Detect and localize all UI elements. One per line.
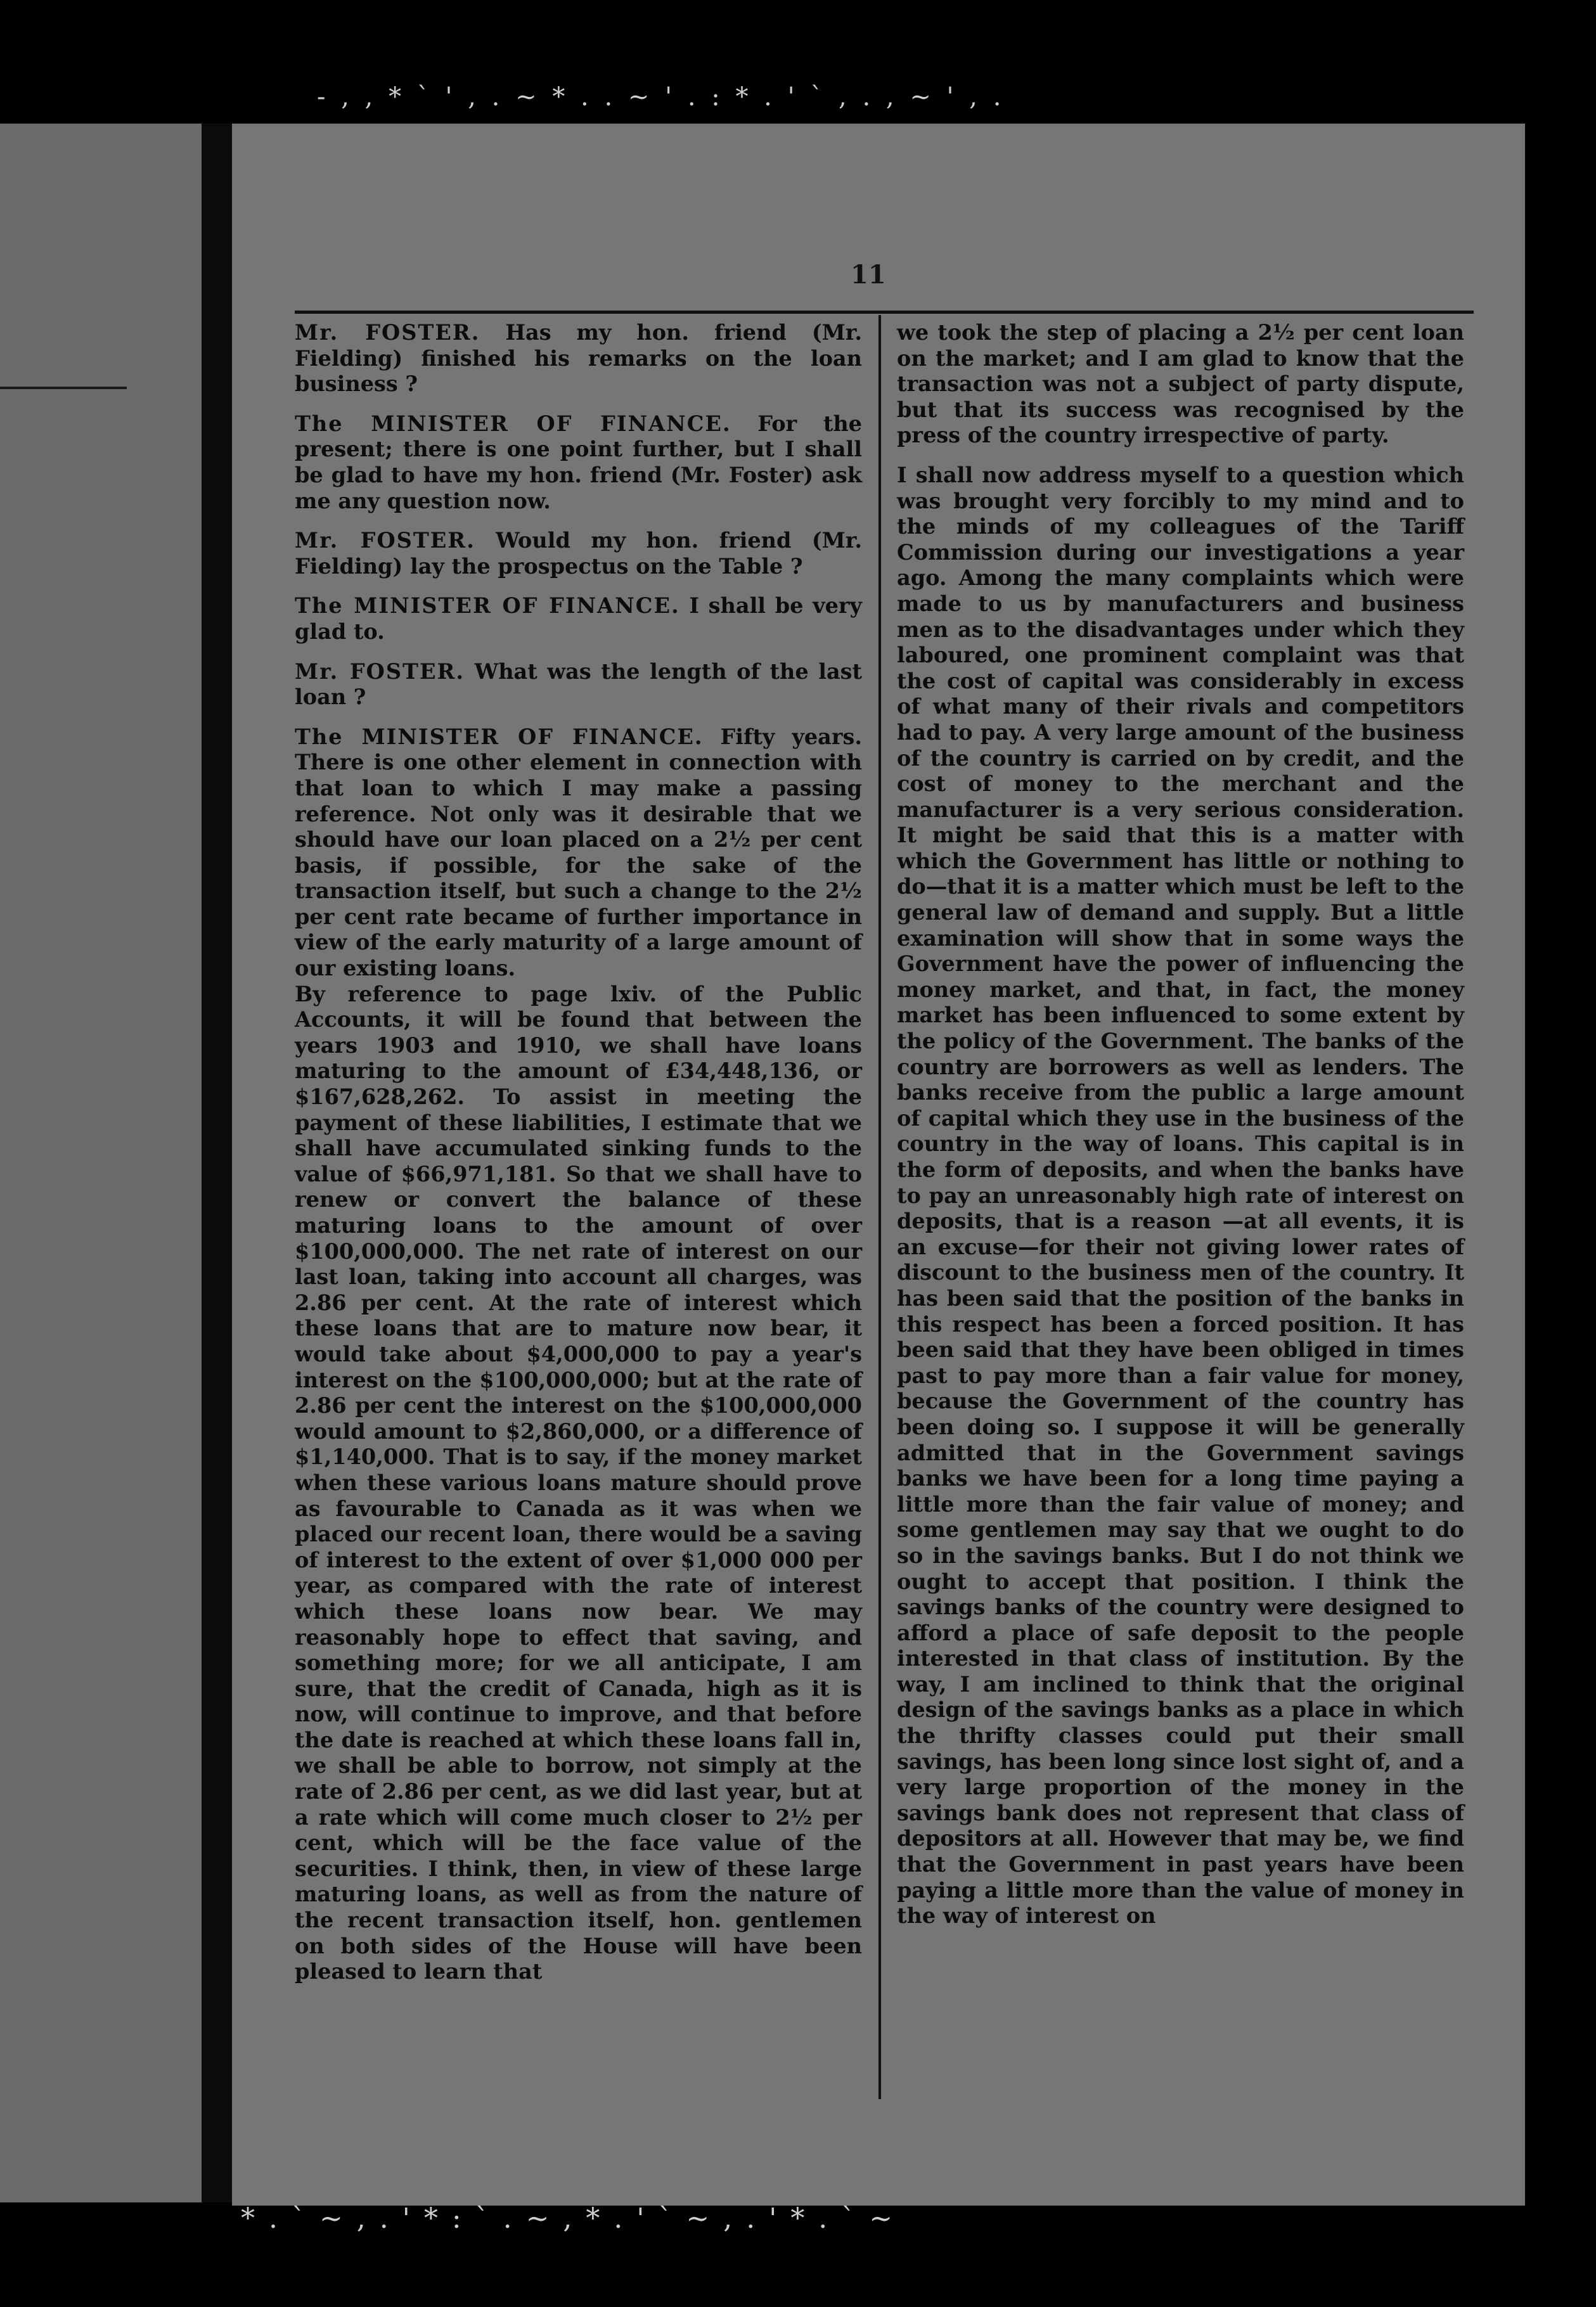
speech-text: Fifty years. There is one other element in connection with that loan to which I may make a passing reference. Not only was it desirable that we should have our loan placed on a 2½ per cent basis, if possible, for the sake of the transaction itself, but such a change to the 2½ per cent rate became of further importance in view of the early maturity of a large amount of our existing loans. [295,724,863,981]
left-column [295,320,862,1985]
paragraph [295,593,862,645]
binding-gutter [202,124,232,2202]
paragraph: By reference to page lxiv. of the Public Accounts, it will be found that between the years 1903 and 1910, we shall have loans maturing to the amount of £34,448,136, or $167,628,262. To assist in meeting the payment of these liabilities, I estimate that we shall have accumulated sinking funds to the value of $66,971,181. So that we shall have to renew or convert the balance of these maturing loans to the amount of over $100,000,000. The net rate of interest on our last loan, taking into account all charges, was 2.86 per cent. At the rate of interest which these loans that are to mature now bear, it would take about $4,000,000 to pay a year's interest on the $100,000,000; but at the rate of 2.86 per cent the interest on the $100,000,000 would amount to $2,860,000, or a difference of $1,140,000. That is to say, if the money market when these various loans mature should prove as favourable to Canada as it was when we placed our recent loan, there would be a saving of interest to the extent of over $1,000 000 per year, as compared with the rate of interest which these loans now bear. We may reasonably hope to effect that saving, and something more; for we all anticipate, I am sure, that the credit of Canada, high as it is now, will continue to improve, and that before the date is reached at which these loans fall in, we shall be able to borrow, not simply at the rate of 2.86 per cent, as we did last year, but at a rate which will come much closer to 2½ per cent, which will be the face value of the securities. I think, then, in view of these large maturing loans, as well as from the nature of the recent transaction itself, hon. gentlemen on both sides of the House will have been pleased to learn that [295,981,862,1984]
speech-text: For the present; there is one point further, but I shall be glad to have my hon. friend (Mr. Foster) ask me any question now. [295,411,862,513]
paragraph [295,659,862,710]
speaker-name: The MINISTER OF FINANCE. [295,411,731,436]
bottom-page-edge-noise: * . ` ~ , . ' * : ` . ~ , * . ' ` ~ , . ' * . ` ~ [241,2202,896,2235]
speech-text: What was the length of the last loan ? [295,659,862,710]
adjacent-page-rule [0,387,127,389]
speech-text: Would my hon. friend (Mr. Fielding) lay the prospectus on the Table ? [295,528,862,579]
header-rule [295,311,1474,314]
adjacent-page-edge [0,124,202,2202]
speaker-name: The MINISTER OF FINANCE. [295,724,704,749]
speaker-name: Mr. FOSTER. [295,659,465,684]
column-divider [878,315,881,2099]
paragraph: I shall now address myself to a question which was brought very forcibly to my mind and to the minds of my colleagues of the Tariff Commission during our investigations a year ago. Among the many complaints which were made to us by manufacturers and business men as to the disadvantages under which they laboured, one prominent complaint was that the cost of capital was considerably in excess of what many of their rivals and competitors had to pay. A very large amount of the business of the country is carried on by credit, and the cost of money to the merchant and the manufacturer is a very serious consideration. It might be said that this is a matter with which the Government has little or nothing to do—that it is a matter which must be left to the general law of demand and supply. But a little examination will show that in some ways the Government have the power of influencing the money market, and that, in fact, the money market has been influenced to some extent by the policy of the Government. The banks of the country are borrowers as well as lenders. The banks receive from the public a large amount of capital which they use in the business of the country in the way of loans. This capital is in the form of deposits, and when the banks have to pay an unreasonably high rate of interest on deposits, that is a reason —at all events, it is an excuse—for their not giving lower rates of discount to the business men of the country. It has been said that the position of the banks in this respect has been a forced position. It has been said that they have been obliged in times past to pay more than a fair value for money, because the Government of the country has been doing so. I suppose it will be generally admitted that in the Government savings banks we have been for a long time paying a little more than the fair value of money; and some gentlemen may say that we ought to do so in the savings banks. But I do not think we ought to accept that position. I think the savings banks of the country were designed to afford a place of safe deposit to the people interested in that class of institution. By the way, I am inclined to think that the original design of the savings banks as a place in which the thrifty classes could put their small savings, has been long since lost sight of, and a very large proportion of the money in the savings bank does not represent that class of depositors at all. However that may be, we find that the Government in past years have been paying a little more than the value of money in the way of interest on [897,462,1464,1929]
speaker-name: Mr. FOSTER. [295,320,480,345]
speech-text: I shall be very glad to. [295,593,863,644]
paragraph [295,724,862,982]
speaker-name: The MINISTER OF FINANCE. [295,593,680,619]
paragraph [295,320,862,397]
paragraph [295,411,862,514]
top-page-edge-noise: - , , * ` ' , . ~ * . . ~ ' . : * . ' ` , . , ~ ' , . [317,82,1005,112]
right-column [897,320,1464,1929]
speaker-name: Mr. FOSTER. [295,528,475,553]
paragraph: we took the step of placing a 2½ per cent loan on the market; and I am glad to know that the transaction was not a subject of party dispute, but that its success was recognised by the press of the country irrespective of party. [897,320,1464,448]
page-number: 11 [851,260,886,290]
paragraph [295,528,862,579]
speech-text: Has my hon. friend (Mr. Fielding) finished his remarks on the loan business ? [295,320,862,397]
